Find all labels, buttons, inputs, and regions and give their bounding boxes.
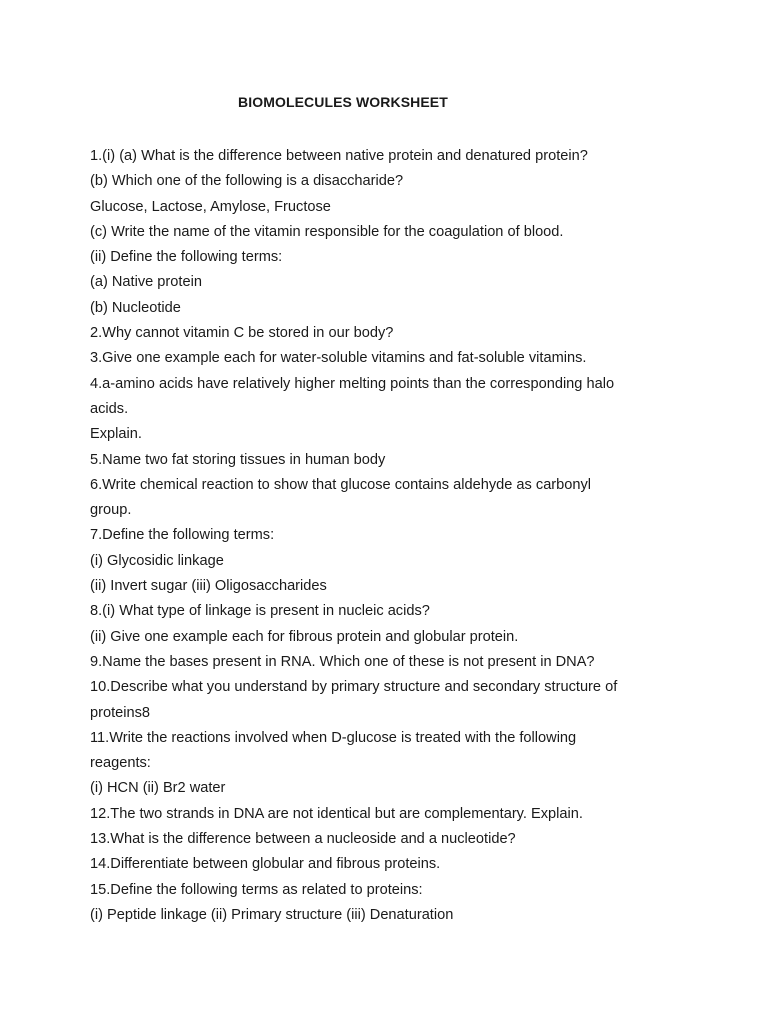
question-line: proteins8 [90, 704, 151, 721]
question-line: group. [90, 502, 132, 519]
question-line: Explain. [90, 426, 142, 443]
question-line: (i) HCN (ii) Br2 water [90, 780, 226, 797]
question-line: (i) Peptide linkage (ii) Primary structure (iii) Denaturation [90, 906, 454, 923]
question-line: (b) Nucleotide [90, 299, 181, 316]
question-line: 4.a-amino acids have relatively higher melting points than the corresponding halo [90, 375, 615, 392]
question-line: 2.Why cannot vitamin C be stored in our body? [90, 325, 394, 342]
question-line: acids. [90, 400, 129, 417]
question-line: 11.Write the reactions involved when D-glucose is treated with the following [90, 729, 577, 746]
question-line: 8.(i) What type of linkage is present in nucleic acids? [90, 603, 430, 620]
question-line: 1.(i) (a) What is the difference between native protein and denatured protein? [90, 148, 588, 164]
question-line: 10.Describe what you understand by primary structure and secondary structure of [90, 679, 618, 696]
question-line: reagents: [90, 755, 151, 772]
question-line: (i) Glycosidic linkage [90, 552, 224, 569]
page-title: BIOMOLECULES WORKSHEET [238, 94, 448, 110]
question-line: 7.Define the following terms: [90, 527, 275, 544]
question-line: (ii) Invert sugar (iii) Oligosaccharides [90, 578, 327, 595]
question-line: 14.Differentiate between globular and fibrous proteins. [90, 856, 441, 873]
question-line: (c) Write the name of the vitamin responsible for the coagulation of blood. [90, 223, 564, 240]
question-line: 6.Write chemical reaction to show that glucose contains aldehyde as carbonyl [90, 476, 592, 493]
question-line: (a) Native protein [90, 274, 202, 291]
question-line: 12.The two strands in DNA are not identical but are complementary. Explain. [90, 805, 583, 822]
question-line: 15.Define the following terms as related to proteins: [90, 881, 423, 898]
question-line: (ii) Give one example each for fibrous protein and globular protein. [90, 628, 519, 645]
question-line: 3.Give one example each for water-soluble vitamins and fat-soluble vitamins. [90, 350, 587, 367]
question-line: 5.Name two fat storing tissues in human body [90, 451, 386, 468]
question-list [90, 144, 690, 928]
question-line: (b) Which one of the following is a disaccharide? [90, 173, 404, 190]
question-line: 13.What is the difference between a nucleoside and a nucleotide? [90, 831, 516, 848]
question-line: 9.Name the bases present in RNA. Which one of these is not present in DNA? [90, 653, 595, 670]
question-line: Glucose, Lactose, Amylose, Fructose [90, 198, 331, 215]
question-line: (ii) Define the following terms: [90, 249, 283, 266]
